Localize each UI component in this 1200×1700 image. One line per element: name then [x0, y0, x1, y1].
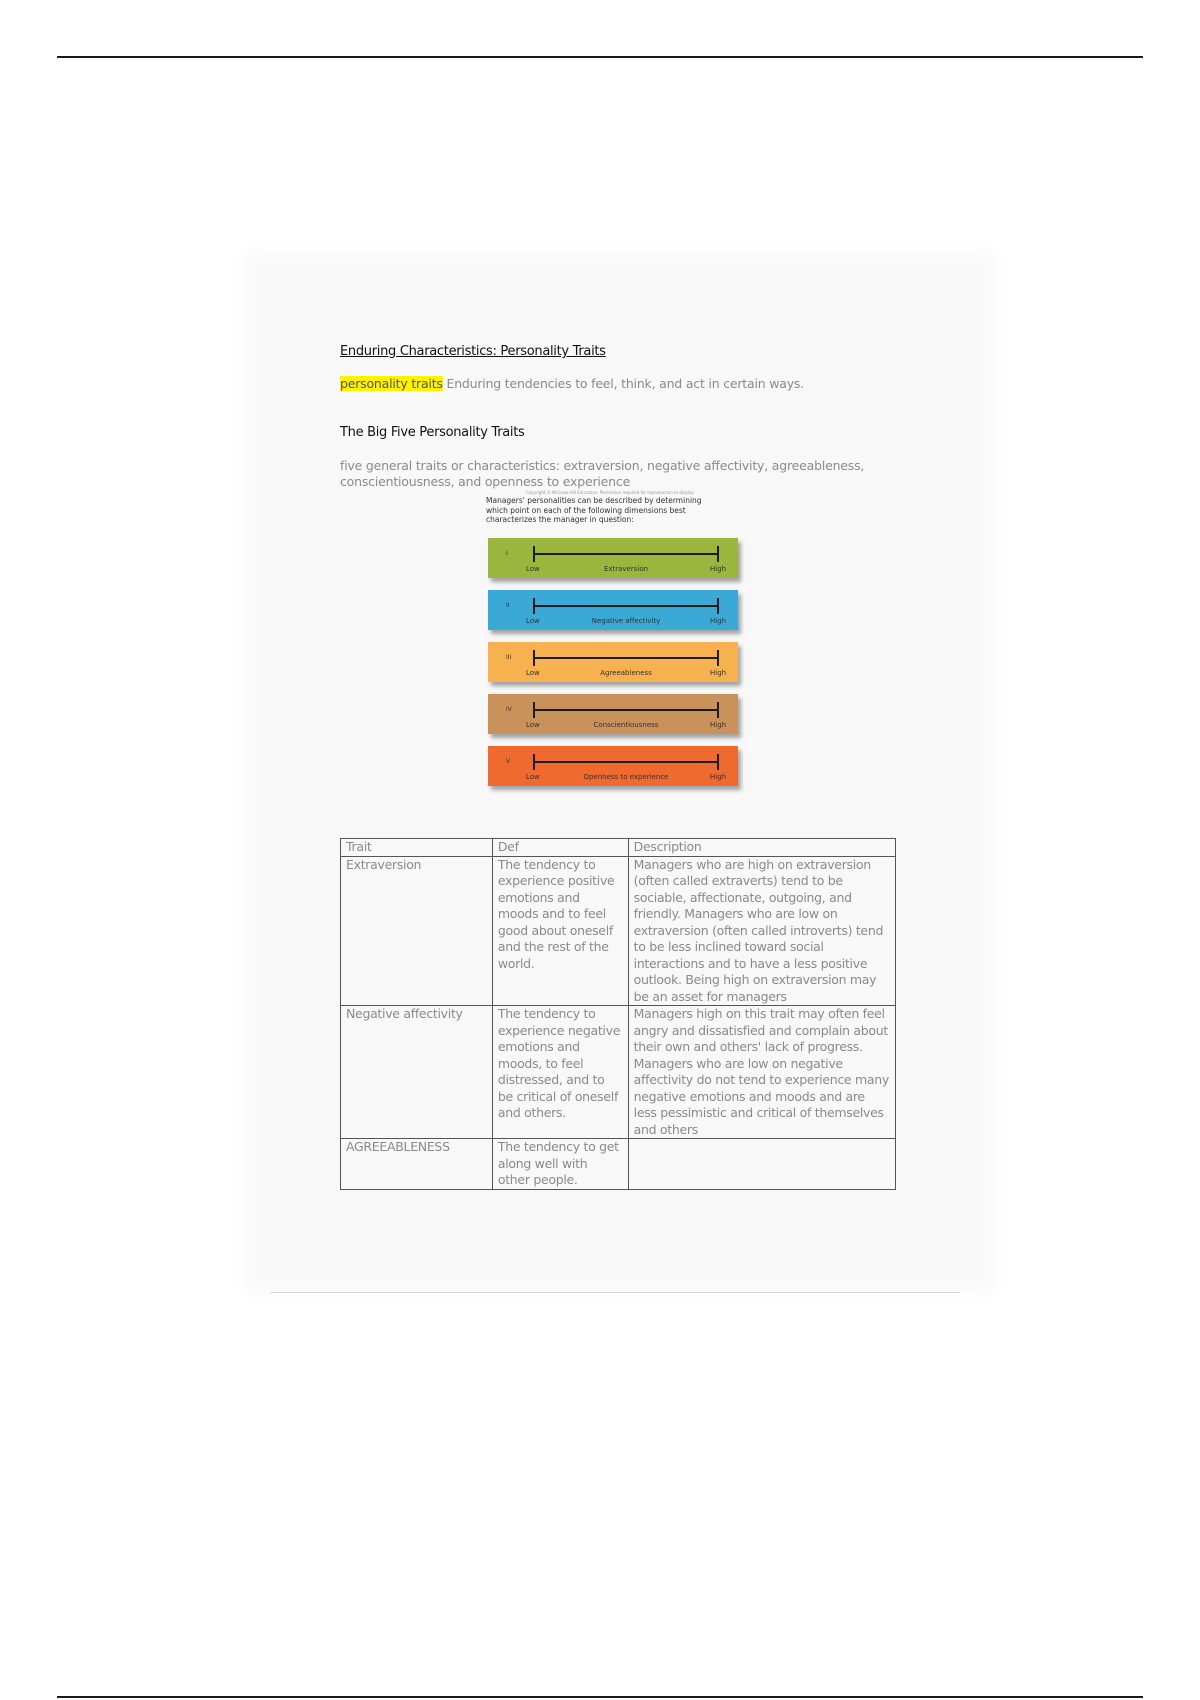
section-title: Enduring Characteristics: Personality Traits [340, 344, 606, 359]
cell-description: Managers high on this trait may often feel angry and dissatisfied and complain about their own and others' lack of progress. Managers who are low on negative affectivity do not tend to experience many negative emotions and moods and are less pessimistic and critical of themselves and others [628, 1006, 895, 1139]
dimension-bar [488, 694, 738, 734]
definition-text: Enduring tendencies to feel, think, and act in certain ways. [442, 376, 804, 391]
scale-axis [534, 657, 718, 659]
table-row [341, 1006, 896, 1139]
dimension-name: Negative affectivity [591, 617, 661, 625]
high-label: High [710, 617, 727, 625]
dimension-number: IV [506, 706, 512, 713]
scale-tick-high [717, 546, 719, 562]
high-label: High [710, 669, 727, 677]
low-label: Low [526, 617, 540, 625]
dimension-name: Conscientiousness [593, 721, 659, 729]
figure-caption: Managers' personalities can be described by determining which point on each of the following dimensions best characterizes the manager in question: [486, 496, 702, 524]
cell-description [628, 1139, 895, 1190]
cell-description: Managers who are high on extraversion (often called extraverts) tend to be sociable, affectionate, outgoing, and friendly. Managers who are low on extraversion (often called introverts) tend to be less inclined toward social interactions and to have a less positive outlook. Being high on extraversion may be an asset for managers [628, 856, 895, 1006]
dimension-bar [488, 746, 738, 786]
cell-trait: Negative affectivity [341, 1006, 493, 1139]
table-row [341, 1139, 896, 1190]
dimension-name: Openness to experience [583, 773, 669, 781]
high-label: High [710, 565, 727, 573]
low-label: Low [526, 669, 540, 677]
scale-tick-high [717, 702, 719, 718]
table-header-row [341, 839, 896, 857]
low-label: Low [526, 565, 540, 573]
dimension-number: II [506, 602, 510, 609]
low-label: Low [526, 773, 540, 781]
scale-tick-high [717, 754, 719, 770]
big-five-figure [486, 490, 756, 795]
page-footer-line [270, 1292, 960, 1293]
low-label: Low [526, 721, 540, 729]
dimension-bar [488, 590, 738, 630]
cell-def: The tendency to experience negative emotions and moods, to feel distressed, and to be critical of oneself and others. [492, 1006, 628, 1139]
scale-axis [534, 761, 718, 763]
scale-axis [534, 709, 718, 711]
header-def: Def [492, 839, 628, 857]
intro-paragraph: five general traits or characteristics: extraversion, negative affectivity, agreeableness, conscientiousness, and openness to experience [340, 458, 865, 489]
table-row [341, 856, 896, 1006]
cell-trait: Extraversion [341, 856, 493, 1006]
scale-tick-high [717, 598, 719, 614]
dimension-number: III [506, 654, 512, 661]
figure-copyright: Copyright © McGraw-Hill Education. Permission required for reproduction or display. [526, 490, 695, 495]
definition-line [340, 376, 804, 391]
dimension-number: V [506, 758, 511, 765]
cell-def: The tendency to get along well with other people. [492, 1139, 628, 1190]
dimension-bar [488, 538, 738, 578]
dimension-number: I [506, 550, 508, 557]
dimension-bar [488, 642, 738, 682]
high-label: High [710, 773, 727, 781]
subsection-title: The Big Five Personality Traits [340, 425, 525, 440]
footer-rule [57, 1696, 1143, 1698]
scale-tick-high [717, 650, 719, 666]
header-rule [57, 56, 1143, 58]
dimension-name: Agreeableness [600, 669, 652, 677]
high-label: High [710, 721, 727, 729]
scale-axis [534, 553, 718, 555]
dimension-name: Extraversion [603, 565, 649, 573]
header-description: Description [628, 839, 895, 857]
header-trait: Trait [341, 839, 493, 857]
highlighted-term: personality traits [340, 376, 443, 391]
cell-def: The tendency to experience positive emotions and moods and to feel good about oneself and the rest of the world. [492, 856, 628, 1006]
traits-table [340, 838, 896, 1190]
scale-axis [534, 605, 718, 607]
cell-trait: AGREEABLENESS [341, 1139, 493, 1190]
